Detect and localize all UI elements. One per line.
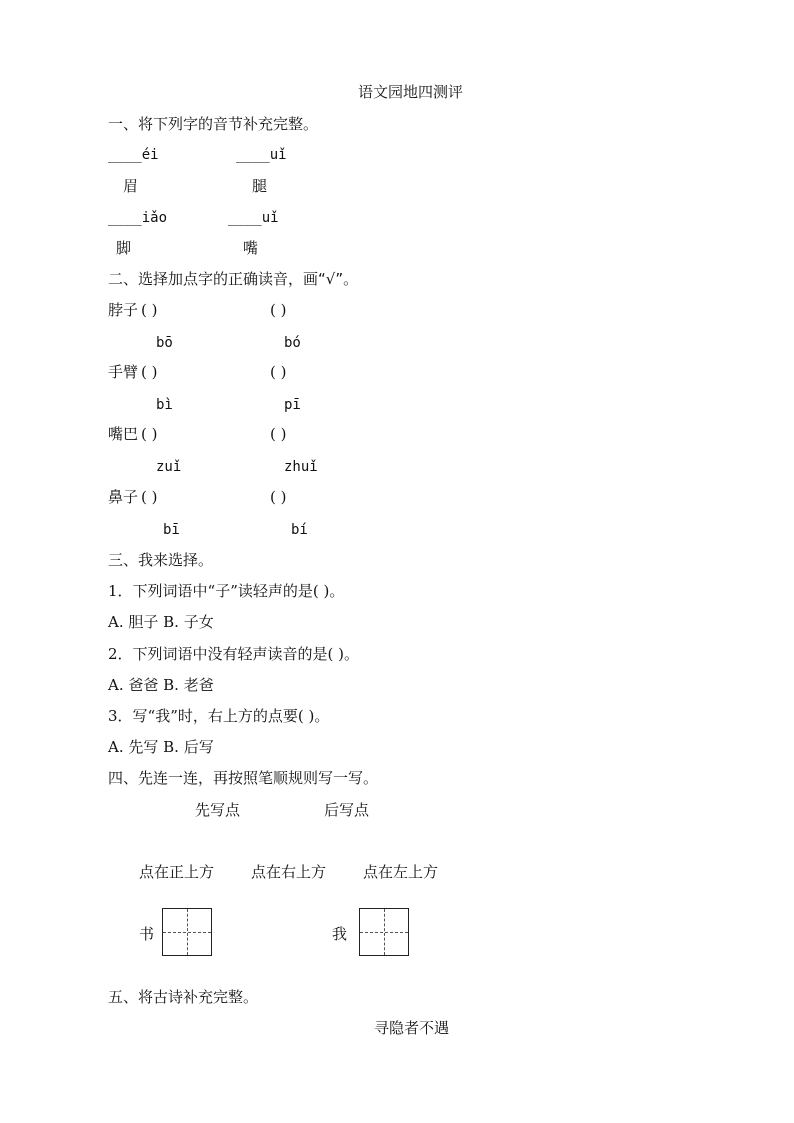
s2-paren-1a[interactable]: ( )	[141, 301, 158, 319]
s2-pinyin-3a: zuǐ	[156, 459, 182, 475]
s3-options-1: A. 胆子 B. 子女	[108, 613, 214, 631]
s2-pinyin-1a: bō	[156, 335, 173, 351]
s4-char-2: 我	[332, 925, 348, 943]
page-title: 语文园地四测评	[358, 83, 464, 101]
s2-pinyin-2b: pī	[284, 397, 301, 413]
s3-question-2: 2．下列词语中没有轻声读音的是( )。	[108, 645, 360, 663]
writing-grid-1[interactable]	[162, 908, 212, 956]
s3-options-2: A. 爸爸 B. 老爸	[108, 676, 214, 694]
s3-question-3: 3．写“我”时，右上方的点要( )。	[108, 707, 330, 725]
s4-top-label-2[interactable]: 后写点	[324, 801, 370, 819]
writing-grid-2[interactable]	[359, 908, 409, 956]
s4-char-1: 书	[139, 925, 155, 943]
s2-paren-3a[interactable]: ( )	[141, 425, 158, 443]
s3-question-1: 1．下列词语中“子”读轻声的是( )。	[108, 582, 345, 600]
s2-pinyin-3b: zhuǐ	[284, 459, 318, 475]
s4-mid-label-3[interactable]: 点在左上方	[363, 863, 439, 881]
s1-pinyin-2: ____uǐ	[236, 147, 287, 163]
s2-pinyin-2a: bì	[156, 397, 173, 413]
s2-paren-4b[interactable]: ( )	[270, 488, 287, 506]
grid-guide-horizontal	[360, 932, 408, 933]
s2-paren-1b[interactable]: ( )	[270, 301, 287, 319]
section2-heading: 二、选择加点字的正确读音，画“√”。	[108, 270, 359, 288]
section3-heading: 三、我来选择。	[108, 551, 214, 569]
s2-paren-2a[interactable]: ( )	[141, 363, 158, 381]
s2-paren-2b[interactable]: ( )	[270, 363, 287, 381]
section5-heading: 五、将古诗补充完整。	[108, 988, 259, 1006]
s2-paren-4a[interactable]: ( )	[141, 488, 158, 506]
s1-pinyin-3: ____iǎo	[108, 210, 168, 226]
s2-pinyin-4a: bī	[163, 522, 180, 538]
s2-word-3: 嘴巴	[108, 425, 139, 443]
poem-title: 寻隐者不遇	[374, 1019, 450, 1037]
s2-pinyin-1b: bó	[284, 335, 301, 351]
grid-guide-horizontal	[163, 932, 211, 933]
s1-char-2: 腿	[252, 177, 268, 195]
section1-heading: 一、将下列字的音节补充完整。	[108, 115, 319, 133]
s4-mid-label-1[interactable]: 点在正上方	[139, 863, 215, 881]
s2-pinyin-4b: bí	[291, 522, 308, 538]
s2-paren-3b[interactable]: ( )	[270, 425, 287, 443]
section4-heading: 四、先连一连，再按照笔顺规则写一写。	[108, 769, 379, 787]
s2-word-1: 脖子	[108, 301, 139, 319]
s1-pinyin-1: ____éi	[108, 147, 159, 163]
s2-word-4: 鼻子	[108, 488, 139, 506]
s1-char-3: 脚	[116, 239, 132, 257]
s1-pinyin-4: ____uǐ	[228, 210, 279, 226]
s2-word-2: 手臂	[108, 363, 139, 381]
s1-char-1: 眉	[123, 177, 139, 195]
s3-options-3: A. 先写 B. 后写	[108, 738, 214, 756]
s4-mid-label-2[interactable]: 点在右上方	[251, 863, 327, 881]
s4-top-label-1[interactable]: 先写点	[195, 801, 241, 819]
s1-char-4: 嘴	[243, 239, 259, 257]
